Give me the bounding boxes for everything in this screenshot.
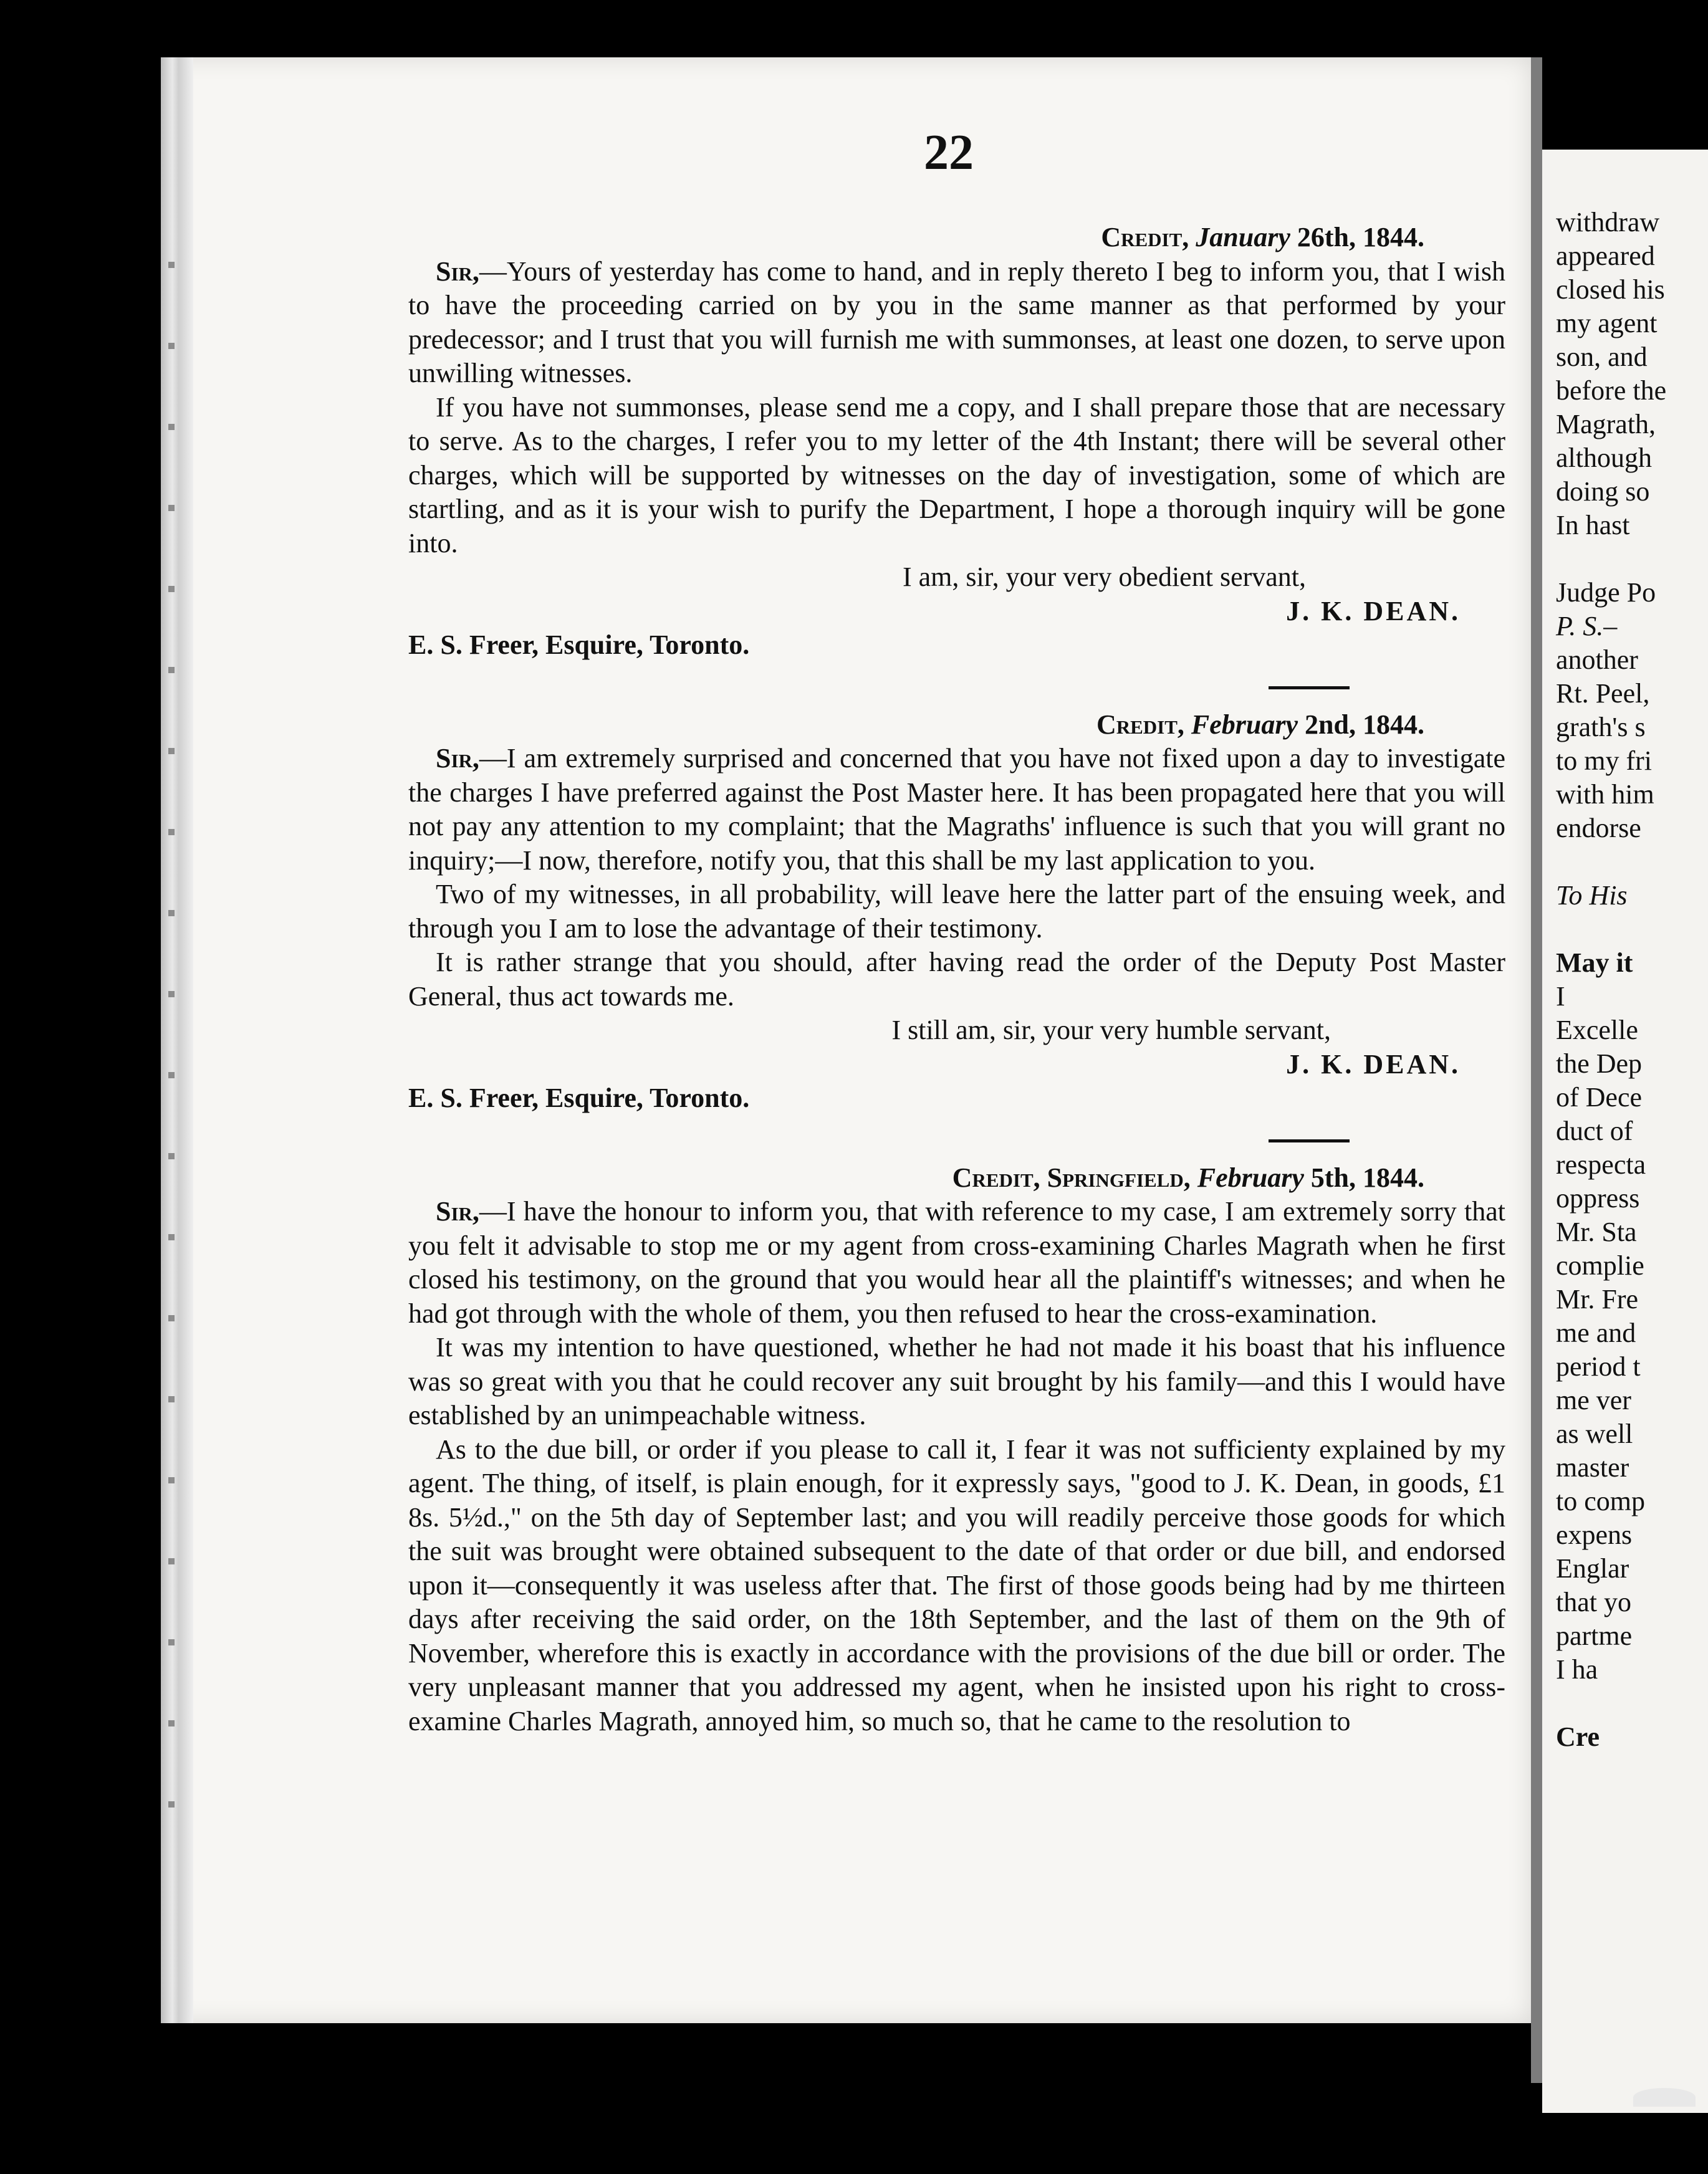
facing-page-line: May it [1556,947,1633,978]
facing-page-line: oppress [1556,1183,1640,1214]
facing-page-line: me and [1556,1318,1636,1348]
facing-page-line: To His [1556,880,1628,911]
facing-page-line: Cre [1556,1721,1600,1752]
letter-2-paragraph-1: Sir,—I am extremely surprised and concerned that you have not fixed upon a day to investigate the charges I have preferred against the Post Master here. It has been propagated here that you will not pay any attention to my complaint; that the Magraths' influence is such that you will grant no inquiry;—I now, therefore, notify you, that this shall be my last application to you. [408,743,1505,876]
facing-page-line: to my fri [1556,745,1652,776]
facing-page-line: P. S.– [1556,611,1618,641]
letter-3-paragraph-1: Sir,—I have the honour to inform you, that with reference to my case, I am extremely sorry that you felt it advisable to stop me or my agent from cross-examining Charles Magrath when he first closed his testimony, on the ground that you would hear all the plaintiff's witnesses; and when he had got through with the whole of them, you then refused to hear the cross-examination. [408,1196,1505,1329]
facing-page-line: Mr. Fre [1556,1284,1638,1314]
facing-page-line: as well [1556,1419,1633,1449]
facing-page-line: appeared [1556,241,1655,271]
letter-1-closing: I am, sir, your very obedient servant, [902,562,1306,592]
page-corner-mark [1633,2088,1696,2107]
dateline-place: Credit, [1101,222,1189,252]
facing-page-line: respecta [1556,1149,1646,1180]
facing-page-line: grath's s [1556,712,1646,742]
facing-page-line: master [1556,1452,1629,1483]
facing-page-line: another [1556,644,1638,675]
facing-page-line: endorse [1556,813,1641,843]
facing-page-line: closed his [1556,274,1665,305]
page-number: 22 [924,125,974,180]
facing-page-line: Magrath, [1556,409,1656,439]
facing-page-line: duct of [1556,1116,1633,1146]
facing-page-line: Rt. Peel, [1556,678,1650,709]
book-gutter [1531,57,1542,2083]
facing-page-line: with him [1556,779,1654,810]
letter-2-closing: I still am, sir, your very humble servant, [891,1015,1331,1045]
facing-page-line: Englar [1556,1553,1629,1584]
salutation: Sir, [436,1196,479,1227]
facing-page-line: partme [1556,1621,1633,1651]
dateline-place: Credit, [1096,709,1184,740]
facing-page-line: me ver [1556,1385,1631,1415]
dateline-month: February [1197,1162,1304,1193]
page-binding-edge [161,57,193,2023]
letter-2-addressee: E. S. Freer, Esquire, Toronto. [408,1083,750,1113]
facing-page-line: I ha [1556,1654,1598,1685]
dateline-1 [408,221,1505,255]
facing-page-line: of Dece [1556,1082,1643,1113]
facing-page-line: Judge Po [1556,577,1656,608]
facing-page-line: doing so [1556,476,1650,507]
dateline-day-year: 2nd, 1844. [1305,709,1424,740]
section-divider-2 [1269,1139,1350,1142]
facing-page-line: complie [1556,1250,1644,1281]
facing-page-line: Mr. Sta [1556,1217,1637,1247]
binding-marks [168,187,175,1808]
facing-page-line: In hast [1556,510,1630,540]
dateline-month: February [1191,709,1298,740]
dateline-day-year: 26th, 1844. [1297,222,1424,252]
facing-page-line: son, and [1556,342,1648,372]
facing-page-line: Excelle [1556,1015,1638,1045]
dateline-2 [408,708,1505,742]
letter-2-paragraph-3: It is rather strange that you should, after having read the order of the Deputy Post Master General, thus act towards me. [408,947,1505,1012]
letter-1-addressee: E. S. Freer, Esquire, Toronto. [408,630,750,660]
letters-block [408,221,1505,1738]
dateline-place: Credit, Springfield, [952,1162,1191,1193]
facing-page-line: withdraw [1556,207,1660,237]
letter-3-paragraph-2: It was my intention to have questioned, whether he had not made it his boast that his influence was so great with you that he could recover any suit brought by his family—and this I would have established by an unimpeachable witness. [408,1332,1505,1430]
section-divider-1 [1269,686,1350,689]
facing-page-line: expens [1556,1520,1633,1550]
letter-3-paragraph-3: As to the due bill, or order if you please to call it, I fear it was not sufficienty explained by my agent. The thing, of itself, is plain enough, for it expressly says, "good to J. K. Dean, in goods, £1 8s. 5½d.," on the 5th day of September last; and you will readily perceive those goods for which the suit was brought were obtained subsequent to the date of that order or due bill, and endorsed upon it—consequently it was useless after that. The first of those goods being had by me thirteen days after receiving the said order, on the 18th September, and the last of them on the 9th of November, wherefore this is exactly in accordance with the provisions of the due bill or order. The very unpleasant manner that you addressed my agent, when he insisted upon his right to cross-examine Charles Magrath, annoyed him, so much so, that he came to the resolution to [408,1434,1505,1736]
facing-page-line: to comp [1556,1486,1645,1516]
facing-page-line: the Dep [1556,1048,1643,1079]
facing-page-line: before the [1556,375,1667,406]
letter-1-signature: J. K. DEAN. [1286,595,1461,626]
letter-2-signature: J. K. DEAN. [1286,1048,1461,1080]
dateline-month: January [1196,222,1290,252]
salutation: Sir, [436,256,479,287]
letter-2-paragraph-2: Two of my witnesses, in all probability, will leave here the latter part of the ensuing week, and through you I am to lose the advantage of their testimony. [408,879,1505,944]
facing-page-line: my agent [1556,308,1658,338]
facing-page-line: that yo [1556,1587,1631,1617]
dateline-3 [408,1161,1505,1195]
letter-1-paragraph-1: Sir,—Yours of yesterday has come to hand, and in reply thereto I beg to inform you, that I wish to have the proceeding carried on by you in the same manner as that performed by your predecessor; and I trust that you will furnish me with summonses, at least one dozen, to serve upon unwilling witnesses. [408,256,1505,388]
facing-page [1542,150,1708,2113]
letter-1-paragraph-2: If you have not summonses, please send me a copy, and I shall prepare those that are necessary to serve. As to the charges, I refer you to my letter of the 4th Instant; there will be several other charges, which will be supported by witnesses on the day of investigation, some of which are startling, and as it is your wish to purify the Department, I hope a thorough inquiry will be gone into. [408,391,1505,558]
salutation: Sir, [436,743,479,773]
facing-page-line: although [1556,443,1652,473]
facing-page-line: period t [1556,1351,1641,1382]
facing-page-line: I [1556,981,1565,1012]
dateline-day-year: 5th, 1844. [1310,1162,1424,1193]
